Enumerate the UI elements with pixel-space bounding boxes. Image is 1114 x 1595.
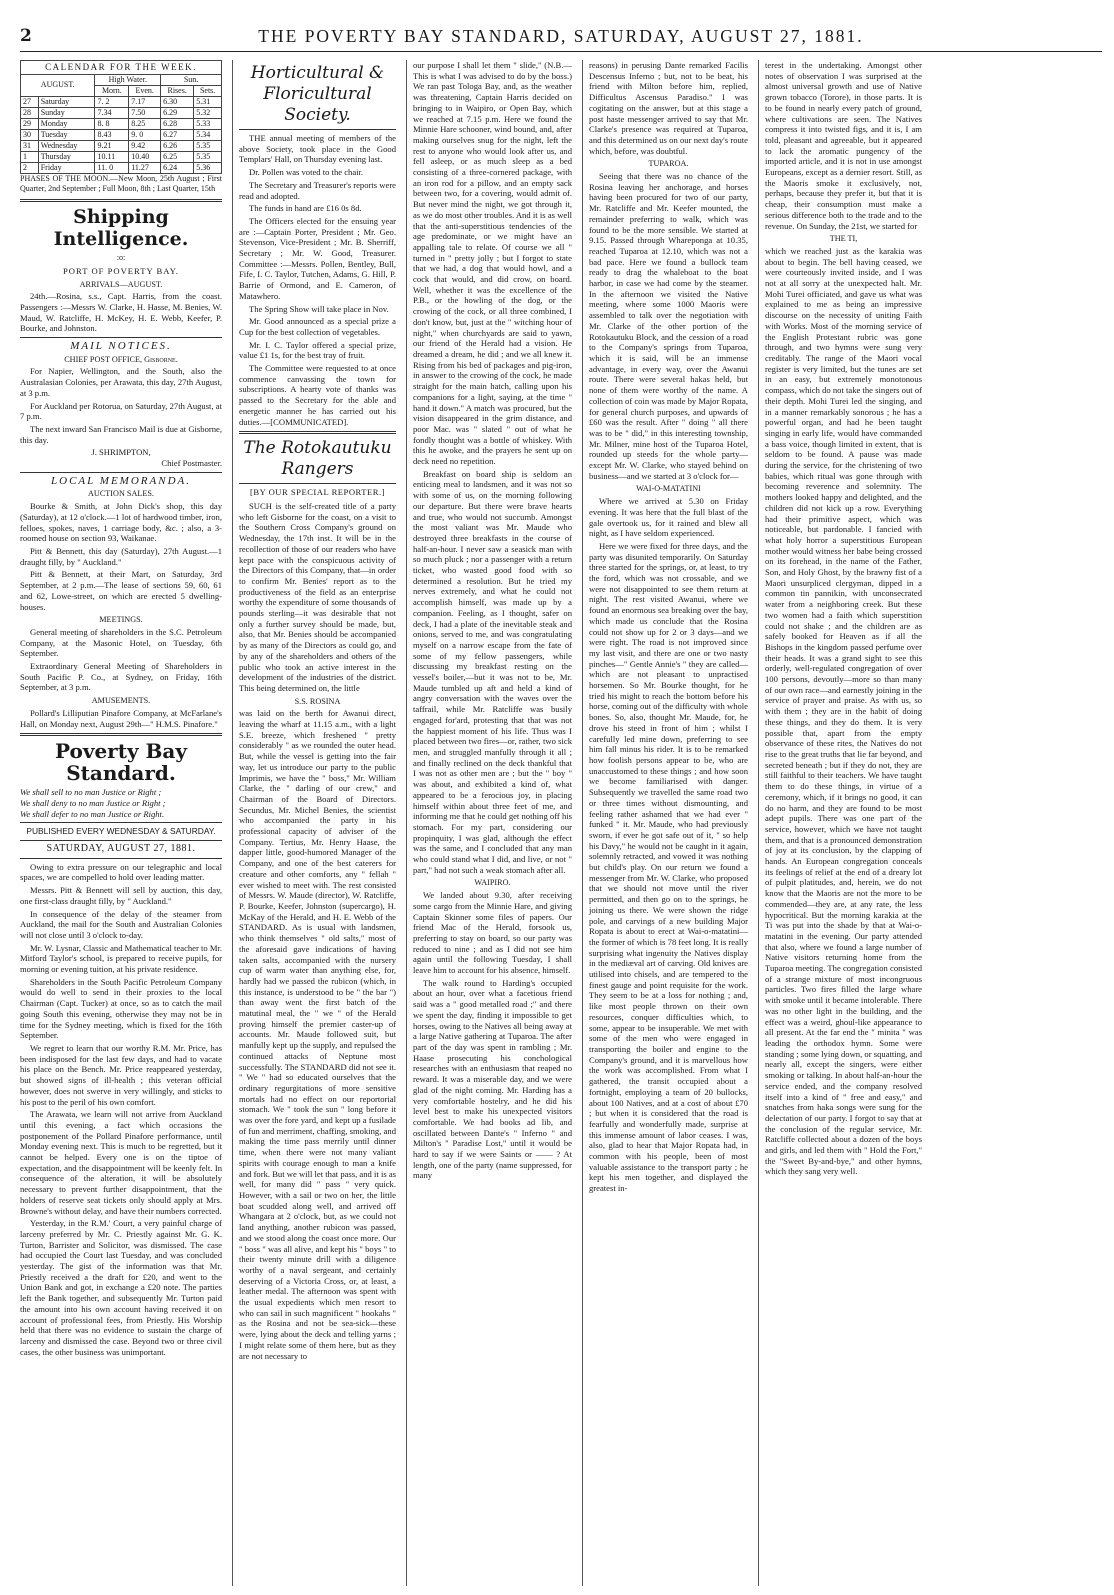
section-heading: WAIPIRO. (474, 878, 511, 888)
postmaster-signature: J. SHRIMPTON, (91, 447, 151, 458)
meetings-heading: MEETINGS. (99, 615, 143, 625)
motto-line: We shall deny to no man Justice or Right ; (20, 797, 166, 808)
article-paragraph: SUCH is the self-created title of a party who left Gisborne for the coast, on a visit to the Southern Cross Company's ground on Wednesday, the 17th inst. It will be in the recollection of those of our readers who have kept pace with the conspicuous activity of the Directors of this Company, that—in order to confirm Mr. Benies' report as to the productiveness of the field as an enterprise worthy the expenditure of some thousands of pounds sterling—it was desirable that not only a further survey should be made, but, also, that Mr. Benies should be accompanied by as many of the Directors as could go, and by any of the shareholders and others of the public who took an active interest in the development of the industries of the district. This being determined on, the little (239, 500, 396, 693)
arrivals-text: 24th.—Rosina, s.s., Capt. Harris, from the coast. Passengers :—Messrs W. Clarke, H. Hasse, M. Benies, W. Maud, W. Ratcliffe, H. McKey, H. E. Webb, Keefer, P. Bourke, and Johnston. (20, 291, 222, 334)
calendar-row: 28 Sunday 7.34 7.50 6.29 5.32 (21, 107, 222, 118)
article-paragraph: The funds in hand are £16 0s 8d. (249, 203, 362, 214)
editorial-paragraph: The Arawata, we learn will not arrive from Auckland until this evening, a fact which occasions the postponement of the Pollard Pinafore performance, until Monday evening next. This is much to be regretted, but it cannot be helped. Every one is on the tiptoe of expectation, and the disappointment will be keenly felt. In consequence of the alteration, it will be absolutely necessary to prevent further disappointment, that the holders of reserve seat tickets only should apply at Mrs. Browne's without delay, and have their numbers corrected. (20, 1109, 222, 1216)
auction-notice: Pitt & Bennett, at their Mart, on Saturday, 3rd September, at 2 p.m.—The lease of sections 59, 60, 61 and 62, Lowe-street, on which are erected 5 dwelling-houses. (20, 569, 222, 612)
port-heading: PORT OF POVERTY BAY. (63, 265, 179, 276)
editorial-paragraph: Mr. W. Lysnar, Classic and Mathematical teacher to Mr. Mitford Taylor's school, is prepared to receive pupils, for morning or evening tuition, at his private residence. (20, 942, 223, 975)
column-1 (20, 60, 228, 1586)
calendar-sub-morn: Morn. (95, 85, 129, 96)
calendar-sub-sets: Sets. (194, 85, 222, 96)
calendar-title: CALENDAR FOR THE WEEK. (20, 60, 222, 74)
editorial-paragraph: Owing to extra pressure on our telegraphic and local spaces, we are compelled to hold over leading matter. (20, 861, 222, 883)
standard-title: Poverty Bay Standard. (54, 739, 188, 786)
article-paragraph: The Committee were requested to at once commence canvassing the town for subscriptions. A hearty vote of thanks was passed to the Secretary for the able and energetic manner he has carried out his duties.—[COMMUNICATED]. (239, 363, 396, 427)
amusements-heading: AMUSEMENTS. (91, 696, 151, 706)
mail-notice: For Napier, Wellington, and the South, also the Australasian Colonies, per Arawata, this day, 27th August, at 3 p.m. (20, 366, 222, 398)
page-number: 2 (20, 26, 32, 46)
article-paragraph: reasons) in perusing Dante remarked Facilis Descensus Inferno ; but, not to be beat, his friend with Milton before him, replied, Difficultus Ascensus Paradiso." I was cogitating on the answer, but at this stage a post haste messenger arrived to say that Mr. Clarke's presence was required at Tuparoa, and this determined us on our next day's route which, before, was doubtful. (589, 60, 748, 156)
rangers-title: The Rotokautuku Rangers (243, 438, 392, 480)
newspaper-page (20, 14, 1102, 1586)
calendar-row: 30 Tuesday 8.43 9. 0 6.27 5.34 (21, 129, 222, 140)
calendar-sub-even: Even. (129, 85, 161, 96)
motto-line: We shall sell to no man Justice or Right ; (20, 787, 162, 798)
calendar-table (20, 74, 222, 174)
article-paragraph: our purpose I shall let them " slide," (N.B.—This is what I was advised to do by the boss.) We ran past Tologa Bay, and, as the weather was threatening, Captain Harris decided on bringing to in Waipiro, or Open Bay, which we reached at 7.15 p.m. Here we found the Minnie Hare schooner, wind bound, and, after making ourselves snug for the night, left the rest to anyone who would look after us, and fell asleep, or as much sleep as a bed consisting of a three-cornered package, with an iron rod for a pillow, and an empty sack between two, for a covering, would admit of. But never mind the night, we got through it, as we do most other troubles. And it is as well that the anti-superstitious tendencies of the age predominate, or we might have an appalling tale to relate. Of course we all " turned in " pretty jolly ; but I forgot to state that we had, a dog that would howl, and a cock that would, and did crow, on board. Well, whether it was the excellence of the P.B., or the howling of the dog, or the crowing of the cock, or all three combined, I don't know, but, just at the " witching hour of night," when churchyards are said to yawn, our friend of the Herald had a vision. He dreamed a dream, he did ; and we all knew it. Rising from his bed of packages and pig-iron, in answer to the crowing of the cock, he made straight for the main hatch, calling upon his companions for a light, saying, at the time " hand it down." A match was procured, but the vision disappeared in the grim distance, and poor Mac. was " slated " out of what he fondly thought was a bottle of whiskey. With this he awoke, and the prayers he sent up on deck need no repetition. (413, 60, 572, 467)
byline: [BY OUR SPECIAL REPORTER.] (249, 487, 386, 498)
article-paragraph: THE annual meeting of members of the above Society, took place in the Good Templars' Hall, on Thursday evening last. (239, 133, 396, 165)
editorial-paragraph: In consequence of the delay of the steamer from Auckland, the mail for the South and Australian Colonies will not close until 3 o'clock to-day. (20, 908, 222, 940)
editorial-paragraph: Messrs. Pitt & Bennett will sell by auction, this day, one first-class draught filly, by " Auckland." (20, 885, 222, 906)
article-paragraph: The Secretary and Treasurer's reports were read and adopted. (239, 179, 396, 201)
meeting-notice: General meeting of shareholders in the S.C. Petroleum Company, at the Masonic Hotel, on Tuesday, 6th September. (20, 626, 222, 659)
article-paragraph: Mr. Good announced as a special prize a Cup for the best collection of vegetables. (239, 316, 396, 337)
mail-notice: The next inward San Francisco Mail is due at Gisborne, this day. (20, 423, 222, 445)
newspaper-title: THE POVERTY BAY STANDARD, SATURDAY, AUGUST 27, 1881. (258, 26, 864, 46)
mail-notices-title: MAIL NOTICES. (70, 340, 172, 353)
column-4 (582, 60, 754, 1586)
editorial-paragraph: Shareholders in the South Pacific Petroleum Company would do well to send in their proxies to the local Chairman (Capt. Tucker) at once, so as to catch the mail going South this evening, otherwise they may not be in time for the Sydney meeting, which is fixed for the 16th September. (20, 976, 222, 1041)
article-paragraph: was laid on the berth for Awanui direct, leaving the wharf at 11.15 a.m., with a light S.E. breeze, which freshened " pretty considerably " as we rounded the outer head. But, while the vessel is getting into the fair way, let us introduce our party to the public Imprimis, we have the " boss," Mr. William Clarke, the " darling of our crew," and Chairman of the Board of Directors. Secundus, Mr. Michel Benies, the scientist who accompanied the party in his professional capacity of adviser of the Company. Tertius, Mr. Henry Haase, the dapper little, good-humored Manager of the Company, and one of the best caterers for creature and other comforts, any " fellah " ever wished to meet with. The rest consisted of Messrs. W. Maude (director), W. Ratcliffe, P. Bourke, Keefer, Johnston (supercargo), H. McKay of the Herald, and H. E. Webb of the STANDARD. As is usual with landsmen, who think themselves " old salts," most of the aforesaid gave indications of having taken salts, accompanied with the nursery cup of warm water than anything else, for, hardly had we passed the rubicon (which, in this instance, is understood to be " the bar ") than away went the first batch of the matutinal meal, the " we " of the Herald proving himself the premier caster-up of accounts. Mr. Maude followed suit, but manfully kept up the supply, and repulsed the continued attacks of Neptune most successfully. The STANDARD did not see it. " We " had so educated ourselves that the ordinary regurgitations of more sensitive mortals had no effect on our reportorial stomach. We " took the sun " long before it was over the fore yard, and kept up a fusilade of fun and merriment, chaffing, smoking, and making the time pass merrily until dinner time, when there were not many valiant spirits with courage enough to man a knife and fork. But we will let that pass, and it is as well, for many did " pass " very quick. However, with a sail or two on her, the little boat scudded along well, and arrived off Whangara at 2 o'clock, but, as we could not land anything, another rubicon was passed, and we stood along the coast once more. Our " boss " was all alive, and kept his " boys " to their twenty minute drill with a diligence worthy of a naval sergeant, and certainly deserving of a Victoria Cross, or, at least, a leather medal. The afternoon was spent with the usual expedients which men resort to who can sail in such magnificent " hookahs " as the Rosina and not be sea-sick—these were, lying about the deck and telling yarns ; I might relate some of them here, but as they are not necessary to (239, 708, 396, 1361)
calendar-row: 31 Wednesday 9.21 9.42 6.26 5.35 (21, 140, 222, 151)
calendar-row: 29 Monday 8. 8 8.25 6.28 5.33 (21, 118, 222, 129)
amusement-notice: Pollard's Lilliputian Pinafore Company, at McFarlane's Hall, on Monday next, August 29th—" H.M.S. Pinafore." (20, 707, 222, 729)
calendar-row: 2 Friday 11. 0 11.27 6.24 5.36 (21, 162, 222, 173)
shipping-title: Shipping Intelligence. (53, 206, 189, 251)
moon-phases: PHASES OF THE MOON.—New Moon, 25th August ; First Quarter, 2nd September ; Full Moon, 8th ; Last Quarter, 15th (20, 173, 222, 194)
calendar-sub-rises: Rises. (161, 85, 194, 96)
article-paragraph: Seeing that there was no chance of the Rosina leaving her anchorage, and horses having been procured for two of our party, Mr. Ratcliffe and Mr. Keefer mounted, the remainder preferring to walk, which was found to be the more sensible. We started at 9.15. Passed through Whareponga at 10.35, reached Tuparoa at 12.10, which was not a bad pace. Here we found a bullock team ready to drag the whaleboat to the boat harbor, in case we had come by the steamer. In the afternoon we visited the Native meeting, where some 1000 Maoris were assembled to talk over the negotiation with Mr. Clarke of the other portion of the Rotokautuku Block, and the cession of a road to the Company's springs from Tuparoa, which it is said, will be an immense advantage, in every way, over the Awanui route. There were several hakas held, but none of them were worthy of the name. A collection of coin was made by Major Ropata, for general church purposes, and upwards of £60 was the result. After " doing " all there was to be " did," in this interesting township, Mr. Milner, mine host of the Tuparoa Hotel, rounded up steeds for the whole party—except Mr. W. Clarke, who stayed behind on business—and we started at 3 o'clock for— (589, 171, 748, 481)
article-paragraph: The Officers elected for the ensuing year are :—Captain Porter, President ; Mr. Geo. Stevenson, Vice-President ; Mr. B. Sherriff, Secretary ; Mr. W. Good, Treasurer. Committee :—Messrs. Pollen, Bentley, Bull, Fife, I. C. Taylor, Tutchen, Adams, G. Hill, P. Barrie of Ormond, and E. Cameron, of Matawhero. (239, 215, 396, 301)
calendar-header-water: High Water. (95, 74, 161, 85)
article-paragraph: Where we arrived at 5.30 on Friday evening. It was here that the full blast of the gale overtook us, for it rained and blew all night, as I have seldom experienced. (589, 496, 748, 539)
column-5 (758, 60, 928, 1586)
article-paragraph: terest in the undertaking. Amongst other notes of observation I was surprised at the almost universal growth and use of Native grown tobacco (Torore), in those parts. It is to be found in nearly every patch of ground, where cultivations are seen. The Natives compress it into twisted figs, and it is, I am told, pleasant and agreeable, but it appeared to lack the aromatic pungency of the imported article, and it is not in use amongst Europeans, except as a dernier resort. Still, as the Maoris smoke it exclusively, not, perhaps, because they prefer it, but that it is cheap, their consumption must make a serious difference both to the trade and to the revenue. On Sunday, the 21st, we started for (765, 60, 922, 231)
article-paragraph: We landed about 9.30, after receiving some cargo from the Minnie Hare, and giving Captain Skinner some files of papers. Our friend Mac of the Herald, forsook us, preferring to stay on board, so our party was reduced to nine ; and as I did not see him again until the following Tuesday, I shall leave him to account for his absence, himself. (413, 890, 572, 976)
column-2 (232, 60, 402, 1586)
motto-line: We shall defer to no man Justice or Right. (20, 808, 165, 819)
section-heading: THE TI, (829, 234, 858, 244)
post-office-heading: CHIEF POST OFFICE, Gisborne. (64, 354, 178, 364)
article-paragraph: Dr. Pollen was voted to the chair. (249, 167, 364, 178)
column-3 (406, 60, 578, 1586)
section-heading: WAI-O-MATATINI (636, 484, 701, 494)
mail-notice: For Auckland per Rotorua, on Saturday, 27th August, at 7 p.m. (20, 400, 222, 422)
calendar-header-month: AUGUST. (21, 74, 95, 96)
editorial-paragraph: Yesterday, in the R.M.' Court, a very painful charge of larceny preferred by Mr. C. Priestly against Mr. G. K. Turton, Barrister and Solicitor, was dismissed. The case had occupied the Court last Tuesday, and was concluded yesterday. The gist of the information was that Mr. Priestly received a the draft for £20, and went to the Union Bank and got, in exchange a £20 note. The parties left the Bank together, and subsequently Mr. Turton paid the amount into his own account having received it on account of professional fees, from Priestly. His Worship held that there was no evidence to sustain the charge of larceny and dismissed the case. Beyond two or three civil cases, the other business was unimportant. (20, 1218, 222, 1357)
article-paragraph: Breakfast on board ship is seldom an enticing meal to landsmen, and it was not so with some of us, on the morning following our departure. But there were brave hearts and true, who would not succumb. Amongst the most valiant was Mr. Maude who destroyed three breakfasts in the course of half-an-hour. I never saw a seasick man with so much pluck ; nor a passenger with a return ticket, who wasted good food with so determined a resolution. But he tried my nerves extremely, and what he could not accomplish himself, was made up by a companion. Feeling, as I thought, safer on deck, I had a plate of the inevitable steak and onions, served to me, and was congratulating myself on a narrow escape from the fate of some of my fellow passengers, while discussing my breakfast resting on the vessel's boiler,—but it was not to be, Mr. Maude tumbled up aft and held a kind of angry conversation with the waves over the taffrail, while Mr. Ratcliffe was busily engaged for'ard, protesting that that was not the happiest moment of his life. Thus was I placed between two fires—or, rather, two sick men, and struggled manfully through it all ; and finally reclined on the deck thankful that I was not as other men are ; but the " boy " was about, and exhibited a kind of, what appeared to be a ferocious joy, in placing himself within about three feet of me, and informing me that he could get nothing off his stomach. For my part, considering our propinquity, I was glad, although the effect was the same, and I concluded that any man who could stand what I did, and live, or not " part," had not such a weak stomach after all. (413, 468, 572, 875)
article-paragraph: The walk round to Harding's occupied about an hour, over what a facetious friend said was a " good metalled road ;" and there we spent the day, finding it impossible to get horses, owing to the Natives all being away at a large Native gathering at Tuparoa. The after part of the day was spent in rambling ; Mr. Haase prosecuting his conchological researches with an enthusiasm that reaped no reward. It was a miserable day, and we were glad of the night coming. Mr. Harding has a very comfortable hostelry, and he did his level best to make his unexpected visitors comfortable. We had books ad lib, and oscillated between Dante's " Inferno " and Milton's " Paradise Lost," until it would be hard to say if we were Saints or —— ? At length, one of the party (name suppressed, for many (413, 977, 572, 1181)
masthead (20, 14, 1102, 52)
horticultural-title: Horticultural & Floricultural Society. (250, 63, 385, 125)
editorial-paragraph: We regret to learn that our worthy R.M. Mr. Price, has been indisposed for the last few days, and had to vacate his place on the Bench. Mr. Price reappeared yesterday, but showed signs of ill-health ; this veteran official however, does not swerve in very willingly, and sticks to his post to the peril of his own comfort. (20, 1043, 222, 1107)
auction-notice: Bourke & Smith, at John Dick's shop, this day (Saturday), at 12 o'clock.—1 lot of hardwood timber, iron, felloes, spokes, naves, 1 carriage body, &c. ; also, a 3-roomed house on section 93, Waikanae. (20, 501, 222, 544)
local-memoranda-title: LOCAL MEMORANDA. (51, 474, 191, 487)
postmaster-title: Chief Postmaster. (161, 458, 222, 469)
article-paragraph: which we reached just as the karakia was about to begin. The bell having ceased, we were courteously invited inside, and I was not at all sorry at the unexpected halt. Mr. Mohi Turei officiated, and gave us what was explained to me as being an impressive discourse on the necessity of uniting Faith with Works. Most of the morning service of the English Protestant rubric was gone through, and two hymns were sung very creditably. The range of the Maori vocal register is very limited, but the tunes are set in an easy, but extremely monotonous compass, which do not take the singers out of their depth. Mohi Turei led the singing, and in a manner remarkably sonorous ; he has a powerful organ, and had he been taught singing in early life, would have commanded a bass voice, though limited in extent, that is seldom to be found. A pause was made during the service, for the christening of two babies, which ritual was gone through with becoming reverence and solemnity. The mothers looked happy and delighted, and the children did not kick up a row. Everything had their primitive aspect, which was noticeable, but pardonable. I fancied with what holy horror a superstitious European mother would witness her babe being crossed on its forehead, in the name of the Father, Son, and Holy Ghost, by the brawny fist of a Maori unsurpliced clergyman, dipped in a common tin pannikin, with unconsecrated water from a neighboring creek. But these two women had a faith which superstition could not shake ; and the children are as safely booked for Heaven as if all the Bishops in the kingdom passed perfume over their heads. It was a grand sight to see this orderly, well-regulated congregation of over 100 persons, devoutly—more so than many of our own race—and earnestly joining in the service of prayer and praise. As with us, so with them ; they are in the habit of doing these things, and they do them. It is very possible that, apart from the empty observance of these rites, the Natives do not rise to the great truths that lie far beyond, and secreted beneath ; but if they do not, they are still faithful to their teachers. We have taught them to do these things, in virtue of a ceremony, which, if it brings no good, it can do no harm, and they are found to be most adept pupils. There was one part of the service, however, which we have not taught them, and that is a pronounced demonstration of joy at its conclusion, by the clapping of hands. An European congregation conceals its feelings of relief at the end of a dreary lot of pulpit platitudes, and, herein, we do not know that the Maoris are not the more to be commended—they are, at any rate, the less hypocritical. But the morning karakia at the Ti was put into the shade by that at Wai-o-matatini in the evening. Our party attended that also, where we found a large number of Native visitors returning home from the Tuparoa meeting. The congregation consisted of a strange mixture of most incongruous particles. Two fires filled the large whare with smoke until it became intolerable. There was no other light in the building, and the effect was a weird, ghoul-like appearance to all present. At the far end the " minita " was leading the orthodox hymn. Some were standing ; some lying down, or squatting, and nearly all, except the singers, were either smoking or talking. In about half-an-hour the service ended, and the company resolved itself into a kind of " free and easy," and snatches from haka songs were sung for the delectation of our party. I forgot to say that at the conclusion of the regular service, Mr. Ratcliffe collected about a dozen of the boys and girls, and led them with " Hold the Fort," the "Sweet By-and-bye," and other hymns, which they sang very well. (765, 245, 922, 1177)
article-paragraph: Here we were fixed for three days, and the party was disunited temporarily. On Saturday three started for the springs, or, at least, to try the ford, which was not crossable, and we were not disappointed to see them return at night. The rest visited Awanui, where we found an enormous sea breaking over the bay, which made us conclude that the Rosina could not show up for 2 or 3 days—and we were right. The road is not improved since my last visit, and there are one or two nasty pinches—" Gentle Annie's " they are called—which are not pleasant to unpractised horsemen. So Mr. Bourke thought, for he tried his might to reach the bottom before his horse, coming out of the difficulty with whole bones. So, also, thought Mr. Maude, for, he drove his steed in front of him ; whilst I carefully led mine down, preferring to see him fall minus his rider. It is to be remarked how foolish persons appear to be, who are unaccustomed to these things ; and how soon we become familiarised with danger. Subsequently we travelled the same road two or three times without dismounting, and feeling rather ashamed that we had ever " funked " it. Mr. Maude, who had previously sworn, if ever he got safe out of it, " so help his Davy," he would not be caught in it again, solemnly retracted, and vowed it was nothing but child's play. On our return we found a messenger from Mr. W. Clarke, who proposed that we should not move until the river permitted, and then go on to the springs, he joining us there. We were shown the ridge pole, and carvings of a new building Major Ropata is about to erect at Wai-o-matatini—the former of which is 78 feet long. It is really surprising what ingenuity the Natives display in the mediæval art of carving. Old knives are utilised into chisels, and are tempered to the finest gauge and point requisite for the work. They seem to be at a loss for nothing ; and, like most people thrown on their own resources, conquer difficulties which, to some, appear to be insuperable. We met with some of the men who were engaged in transporting the boiler and engine to the Company's ground, and it is marvellous how the work was accomplished. From what I gathered, the transit occupied about a fortnight, employing a team of 20 bullocks, about 100 Natives, and at a cost of about £70 ; but when it is considered that the road is fearfully and wonderfully made, surprise at this immense amount of labor ceases. I was, also, glad to hear that Major Ropata had, in common with his people, been of most valuable assistance to the transport party ; he kept his men together, and displayed the greatest in- (589, 540, 748, 1194)
calendar-row: 1 Thursday 10.11 10.40 6.25 5.35 (21, 151, 222, 162)
auction-sales-heading: AUCTION SALES. (88, 489, 154, 499)
arrivals-heading: ARRIVALS—AUGUST. (79, 279, 163, 289)
auction-notice: Pitt & Bennett, this day (Saturday), 27th August.—1 draught filly, by " Auckland." (20, 545, 222, 567)
calendar-row: 27 Saturday 7. 2 7.17 6.30 5.31 (21, 96, 222, 107)
publication-schedule: PUBLISHED EVERY WEDNESDAY & SATURDAY. (26, 826, 216, 837)
meeting-notice: Extraordinary General Meeting of Shareholders in South Pacific P. Co., at Sydney, on Friday, 16th September, at 3 p.m. (20, 661, 222, 693)
dateline: SATURDAY, AUGUST 27, 1881. (46, 843, 196, 855)
section-heading: TUPAROA. (648, 159, 689, 169)
shipping-divider: :o: (116, 253, 126, 263)
article-paragraph: Mr. I. C. Taylor offered a special prize, value £1 1s, for the best tray of fruit. (239, 339, 396, 361)
calendar-header-sun: Sun. (161, 74, 222, 85)
section-heading: S.S. ROSINA (294, 696, 341, 706)
article-paragraph: The Spring Show will take place in Nov. (249, 303, 389, 314)
